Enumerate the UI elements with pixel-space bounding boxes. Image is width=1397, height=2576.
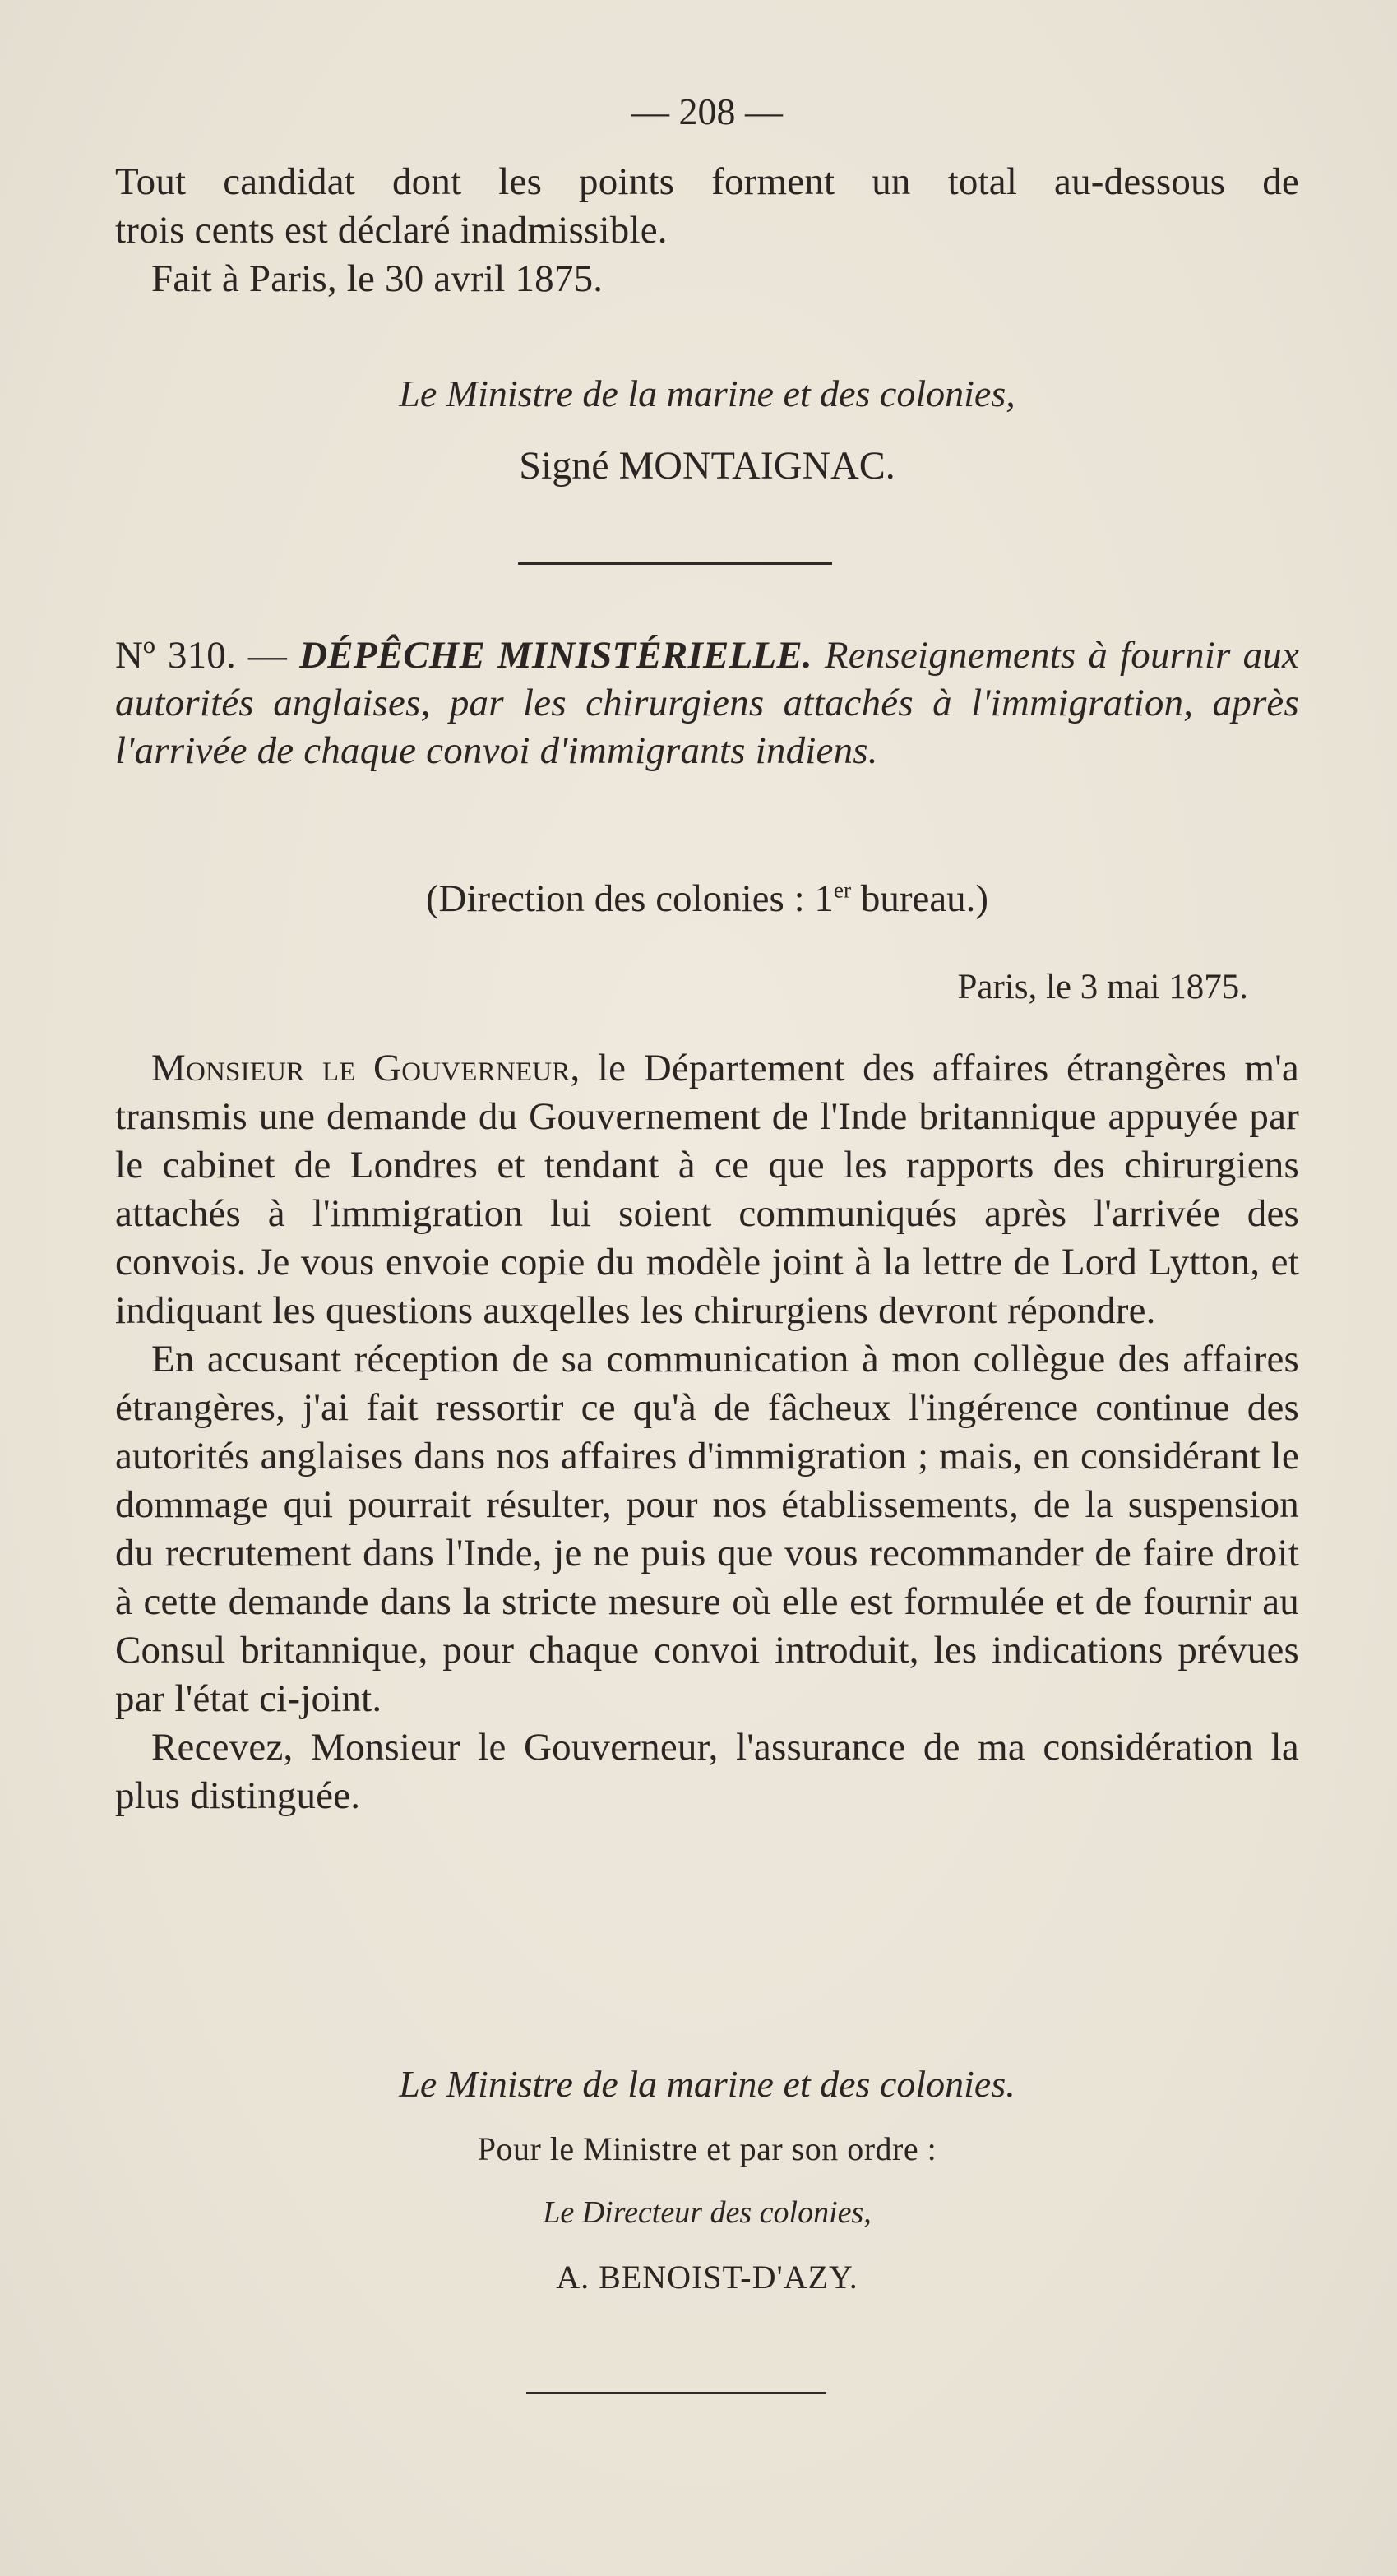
previous-text-line-1: Tout candidat dont les points forment un total au-dessous de	[115, 160, 1299, 203]
paragraph-1-text: le Département des affaires étrangères m'a transmis une demande du Gouvernement de l'Inde britannique appuyée par le cabinet de Londres et tendant à ce que les rapports des chirurgiens attachés à l'immigration lui soient communiqués après l'arrivée des convois. Je vous envoie copie du modèle joint à la lettre de Lord Lytton, et indiquant les questions auxqelles les chirurgiens devront répondre.	[115, 1047, 1299, 1332]
direction-superscript: er	[833, 877, 852, 903]
direction-text: (Direction des colonies : 1	[425, 877, 834, 920]
dispatch-number: Nº 310.	[115, 634, 236, 677]
first-signature-name: Signé MONTAIGNAC.	[519, 444, 895, 488]
dispatch-dash: —	[247, 634, 288, 677]
paragraph-3: Recevez, Monsieur le Gouverneur, l'assurance de ma considération la plus distinguée.	[115, 1726, 1299, 1817]
page-number: — 208 —	[631, 90, 783, 132]
dispatch-heading	[115, 631, 1299, 775]
direction-line	[115, 875, 1299, 923]
direction-text-end: bureau.)	[851, 877, 989, 920]
closing-title: Le Ministre de la marine et des colonies.	[399, 2063, 1015, 2105]
paragraph-2: En accusant réception de sa communication à mon collègue des affaires étrangères, j'ai fait ressortir ce qu'à de fâcheux l'ingérence continue des autorités anglaises dans nos affaires d'immigration ; mais, en considérant le dommage qui pourrait résulter, pour nos établissements, de la suspension du recrutement dans l'Inde, je ne puis que vous recommander de faire droit à cette demande dans la stricte mesure où elle est formulée et de fournir au Consul britannique, pour chaque convoi introduit, les indications prévues par l'état ci-joint.	[115, 1338, 1299, 1720]
first-signature-title: Le Ministre de la marine et des colonies,	[399, 372, 1015, 414]
closing-director: Le Directeur des colonies,	[543, 2195, 872, 2230]
dispatch-type: DÉPÊCHE MINISTÉRIELLE.	[299, 634, 812, 677]
previous-text	[115, 158, 1299, 303]
previous-text-line-2: trois cents est déclaré inadmissible.	[115, 209, 668, 252]
bottom-rule	[526, 2392, 826, 2394]
salutation: Monsieur le Gouverneur,	[151, 1047, 581, 1089]
closing-order: Pour le Ministre et par son ordre :	[477, 2130, 937, 2167]
previous-text-date: Fait à Paris, le 30 avril 1875.	[151, 257, 604, 300]
separator-rule	[518, 562, 832, 565]
paragraph-1	[115, 1044, 1299, 1335]
letter-body	[115, 1044, 1299, 1820]
closing-name: A. BENOIST-D'AZY.	[556, 2259, 858, 2296]
place-date: Paris, le 3 mai 1875.	[957, 968, 1248, 1006]
dispatch-subject: Renseignements à fournir aux autorités anglaises, par les chirurgiens attachés à l'immigration, après l'arrivée de chaque convoi d'immigrants indiens.	[115, 634, 1300, 772]
